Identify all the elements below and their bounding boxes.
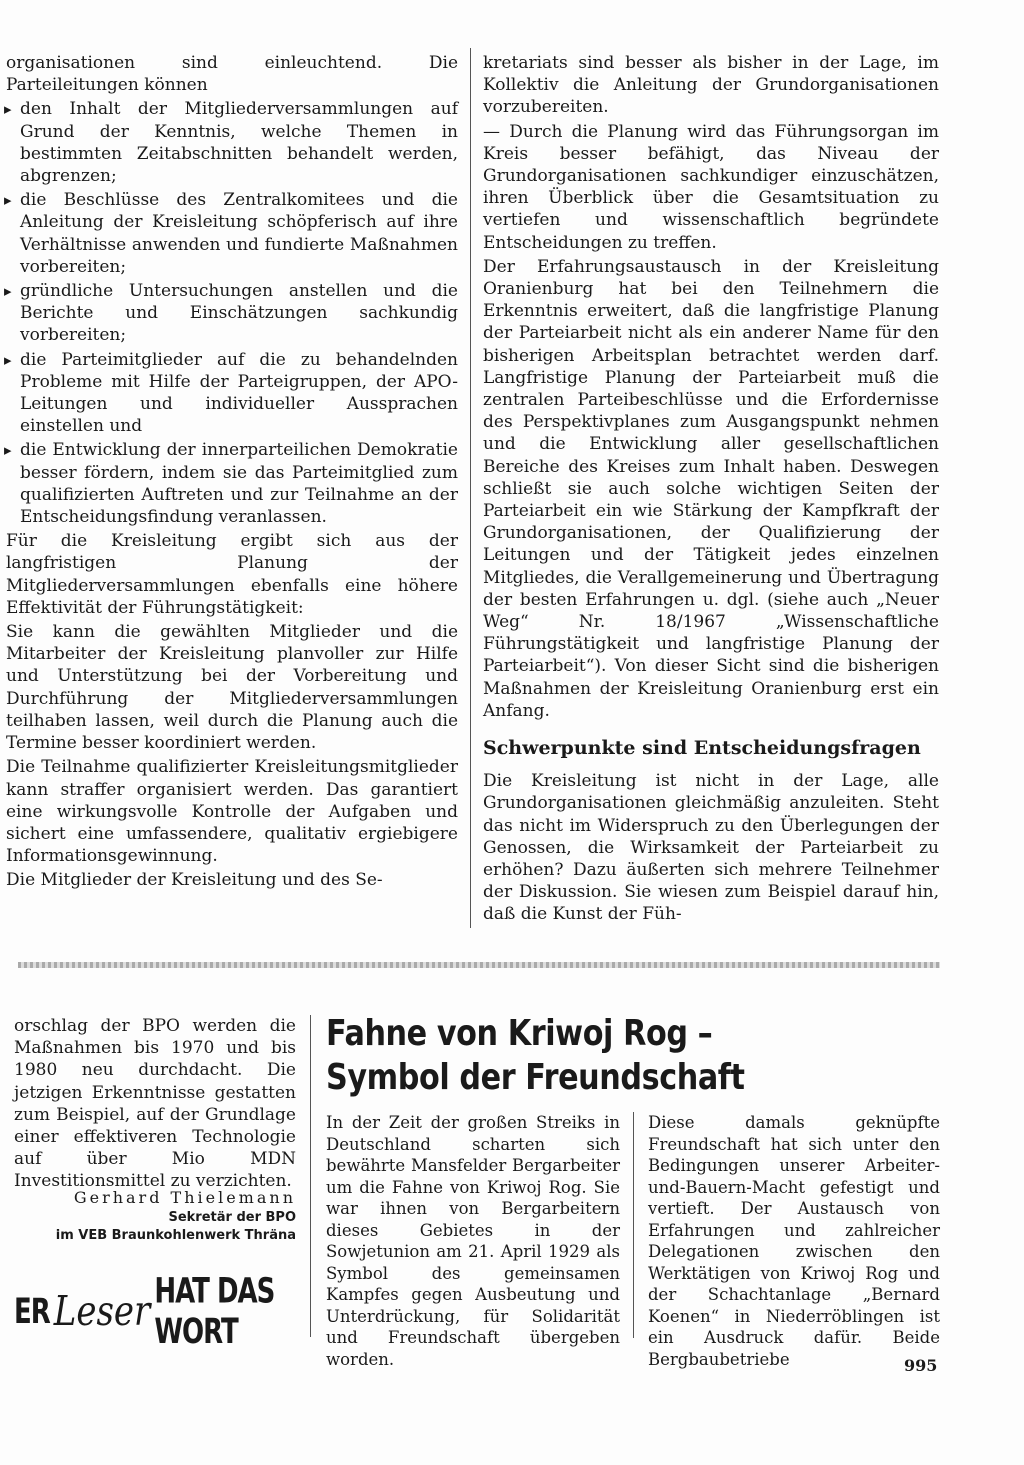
column-divider	[633, 1112, 634, 1338]
intro-paragraph: organisationen sind einleuchtend. Die Parteileitungen können	[6, 53, 458, 96]
article-column	[648, 1112, 940, 1370]
title-line: Symbol der Freundschaft	[326, 1057, 745, 1098]
author-organization: im VEB Braunkohlenwerk Thräna	[55, 1228, 296, 1243]
bullet-item: ▸ gründliche Untersuchungen anstellen und die Berichte und Einschätzungen sachkundig vorbereiten;	[6, 280, 458, 347]
column-divider	[310, 1015, 311, 1337]
article-column	[326, 1112, 620, 1370]
author-role: Sekretär der BPO	[168, 1210, 296, 1225]
letter-text: orschlag der BPO werden die Maßnahmen bis 1970 und bis 1980 neu durchdacht. Die jetzigen Erkenntnisse gestatten zum Beispiel, auf der Grundlage einer effektiveren Technologie auf über Mio MDN Investitionsmittel zu verzichten.	[14, 1016, 296, 1192]
paragraph: In der Zeit der großen Streiks in Deutschland scharten sich bewährte Mansfelder Bergarbeiter um die Fahne von Kriwoj Rog. Sie war ihnen von Bergarbeitern dieses Gebietes in der Sowjetunion am 21. April 1929 als Symbol des gemeinsamen Kampfes gegen Ausbeutung und Unterdrückung, für Solidarität und Freundschaft übergeben worden.	[326, 1113, 620, 1369]
dash-item: Die Teilnahme qualifizierter Kreisleitungsmitglieder kann straffer organisiert werden. Das garantiert eine wirkungsvolle Kontrolle der Aufgaben und sichert eine umfassendere, qualitativ ergiebigere Informationsgewinnung.	[6, 757, 458, 867]
paragraph: — Durch die Planung wird das Führungsorgan im Kreis besser befähigt, das Niveau der Grundorganisationen sachkundiger einzuschätzen, ihren Überblick über die Gesamtsituation zu vertiefen und wissenschaftlich begründete Entscheidungen zu treffen.	[483, 121, 939, 253]
letter-signature	[14, 1187, 296, 1245]
banner-script-word: Leser	[53, 1288, 151, 1336]
section-heading: Schwerpunkte sind Entscheidungsfragen	[483, 737, 921, 760]
paragraph: Die Kreisleitung ist nicht in der Lage, alle Grundorganisationen gleichmäßig anzuleiten. Steht das nicht im Widerspruch zu den Überlegungen der Genossen, die Wirksamkeit der Parteiarbeit zu erhöhen? Dazu äußerten sich mehrere Teilnehmer der Diskussion. Sie wiesen zum Beispiel darauf hin, daß die Kunst der Füh-	[483, 771, 939, 925]
horizontal-divider	[18, 962, 940, 968]
column-banner-logo	[14, 1271, 298, 1353]
dash-item: Die Mitglieder der Kreisleitung und des Se-	[6, 870, 383, 891]
article-title	[326, 1012, 847, 1100]
kreisleitung-paragraph: Für die Kreisleitung ergibt sich aus der langfristigen Planung der Mitgliederversammlungen ebenfalls eine höhere Effektivität der Führungstätigkeit:	[6, 531, 458, 618]
bullet-item: ▸ die Beschlüsse des Zentralkomitees und die Anleitung der Kreisleitung schöpferisch auf ihre Verhältnisse anwenden und fundierte Maßnahmen vorbereiten;	[6, 189, 458, 278]
bullet-item: ▸ den Inhalt der Mitgliederversammlungen auf Grund der Kenntnis, welche Themen in bestimmten Zeitabschnitten behandelt werden, abgrenzen;	[6, 98, 458, 187]
reader-letter	[14, 1015, 296, 1193]
bullet-item: ▸ die Entwicklung der innerparteilichen Demokratie besser fördern, indem sie das Parteimitglied zum qualifizierten Auftreten und zur Teilnahme an der Entscheidungsfindung veranlassen.	[6, 439, 458, 528]
left-text-column	[6, 52, 458, 892]
banner-suffix: HAT DAS WORT	[154, 1271, 275, 1353]
title-line: Fahne von Kriwoj Rog –	[326, 1013, 713, 1054]
bullet-item: ▸ die Parteimitglieder auf die zu behandelnden Probleme mit Hilfe der Parteigruppen, der APO-Leitungen und individueller Aussprachen einstellen und	[6, 349, 458, 438]
column-divider	[470, 48, 471, 928]
page-number: 995	[904, 1356, 938, 1375]
right-text-column	[483, 52, 939, 926]
dash-item: Sie kann die gewählten Mitglieder und die Mitarbeiter der Kreisleitung planvoller zur Hilfe und Unterstützung bei der Vorbereitung und Durchführung der Mitgliederversammlungen teilhaben lassen, weil durch die Planung auch die Termine besser koordiniert werden.	[6, 622, 458, 754]
banner-prefix: ER	[14, 1291, 50, 1333]
paragraph: Der Erfahrungsaustausch in der Kreisleitung Oranienburg hat bei den Teilnehmern die Erkenntnis erweitert, daß die langfristige Planung der Parteiarbeit nicht als ein anderer Name für den bisherigen Arbeitsplan betrachtet werden darf. Langfristige Planung der Parteiarbeit muß die zentralen Parteibeschlüsse und die Erfordernisse des Perspektivplanes zum Ausgangspunkt nehmen und die Entwicklung aller gesellschaftlichen Bereiche des Kreises zum Inhalt haben. Deswegen schließt sie auch solche wichtigen Seiten der Parteiarbeit ein wie Stärkung der Kampfkraft der Grundorganisationen, der Qualifizierung der Leitungen und der Tätigkeit jedes einzelnen Mitgliedes, die Verallgemeinerung und Übertragung der besten Erfahrungen u. dgl. (siehe auch „Neuer Weg“ Nr. 18/1967 „Wissenschaftliche Führungstätigkeit und langfristige Planung der Parteiarbeit“). Von dieser Sicht sind die bisherigen Maßnahmen der Kreisleitung Oranienburg erst ein Anfang.	[483, 256, 939, 721]
paragraph: Diese damals geknüpfte Freundschaft hat sich unter den Bedingungen unserer Arbeiter-und-Bauern-Macht gefestigt und vertieft. Der Austausch von Erfahrungen und zahlreicher Delegationen zwischen den Werktätigen von Kriwoj Rog und der Schachtanlage „Bernard Koenen“ in Niederröblingen ist ein Ausdruck dafür. Beide Bergbaubetriebe	[648, 1113, 940, 1369]
paragraph: kretariats sind besser als bisher in der Lage, im Kollektiv die Anleitung der Grundorganisationen vorzubereiten.	[483, 53, 939, 118]
author-name: Gerhard Thielemann	[73, 1188, 296, 1207]
